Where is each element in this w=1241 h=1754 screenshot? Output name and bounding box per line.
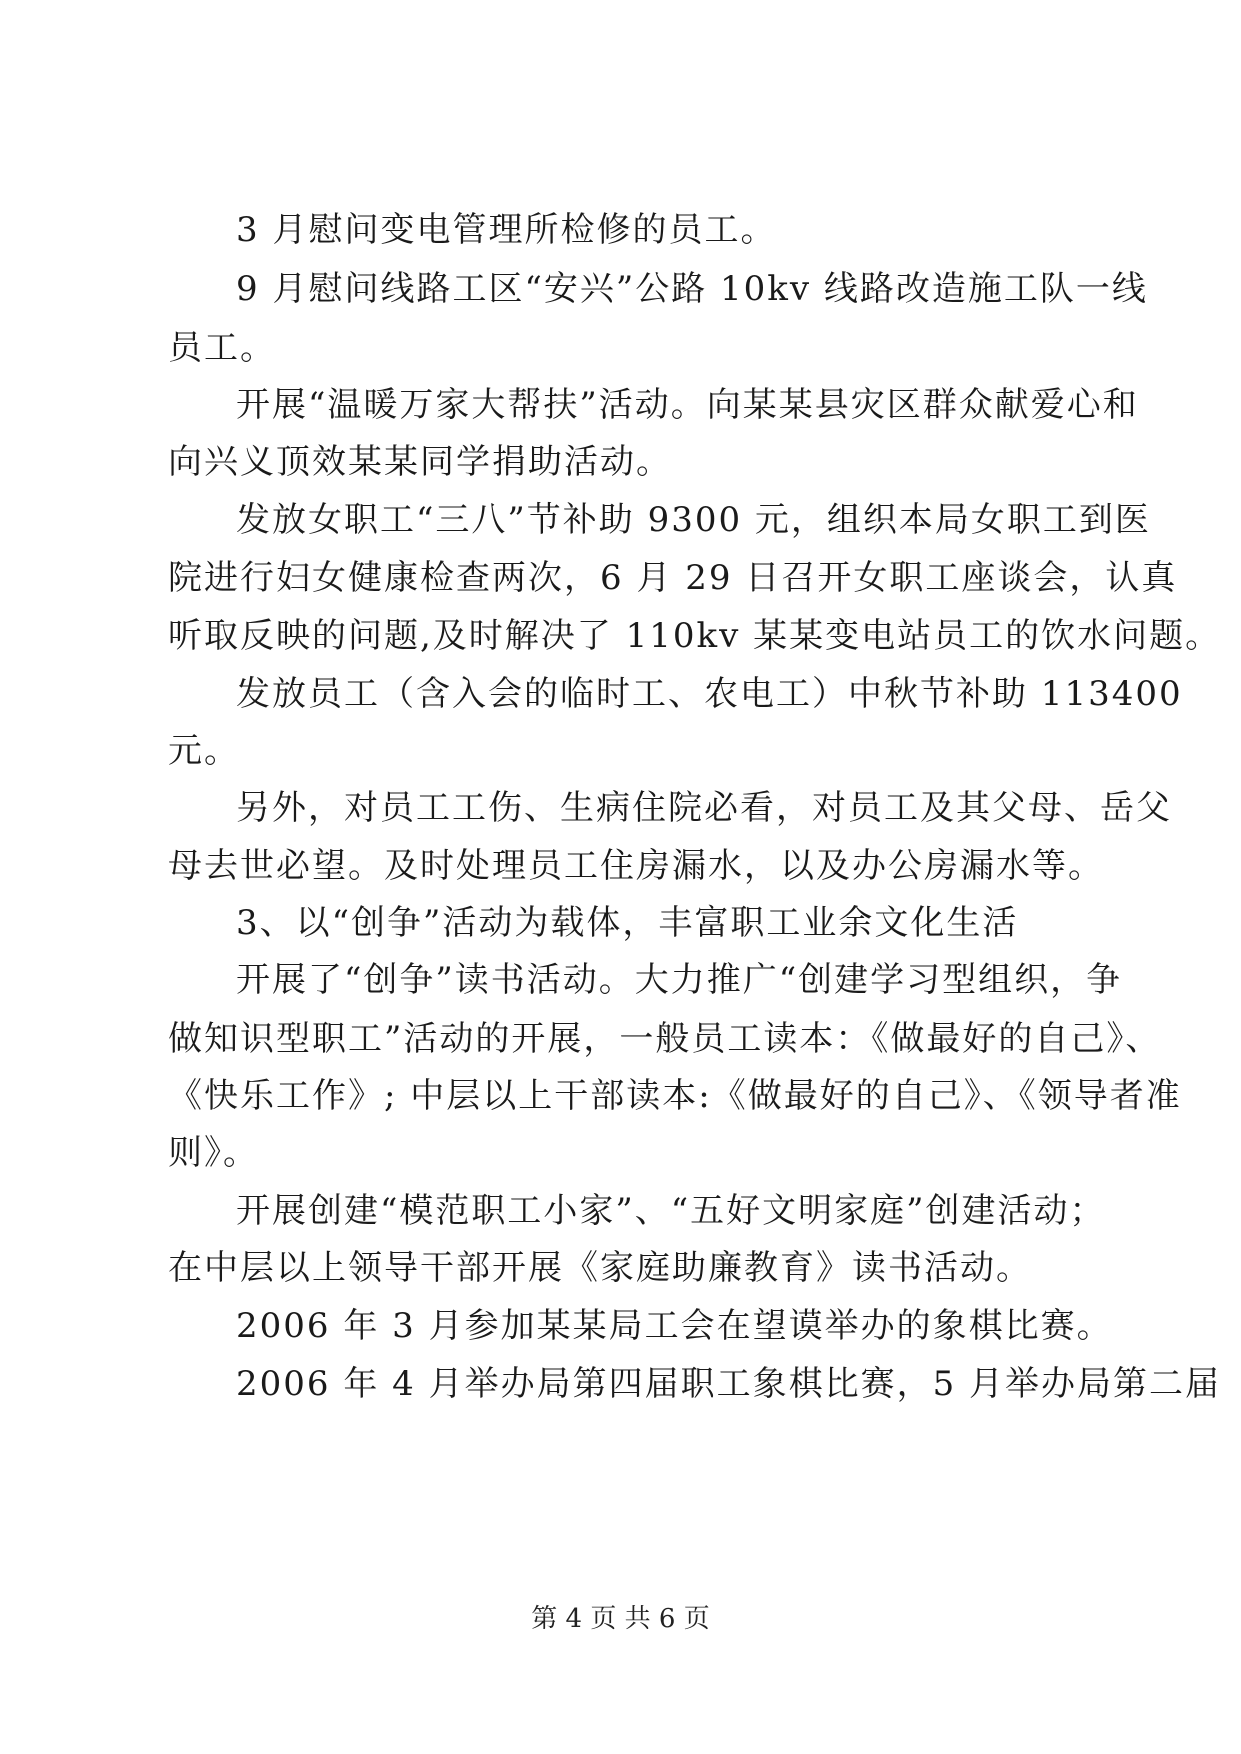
paragraph-line: 元。: [168, 731, 240, 771]
paragraph-line: 开展了“创争”读书活动。大力推广“创建学习型组织，争: [236, 960, 1123, 1000]
page-number-footer: 第 4 页 共 6 页: [531, 1604, 710, 1634]
paragraph-line: 开展“温暖万家大帮扶”活动。向某某县灾区群众献爱心和: [236, 385, 1139, 425]
paragraph-line: 另外，对员工工伤、生病住院必看，对员工及其父母、岳父: [236, 788, 1172, 828]
paragraph-line: 《快乐工作》; 中层以上干部读本:《做最好的自己》、《领导者准: [168, 1076, 1182, 1116]
paragraph-line: 3 月慰问变电管理所检修的员工。: [236, 210, 777, 250]
paragraph-line: 发放员工（含入会的临时工、农电工）中秋节补助 113400: [236, 674, 1183, 714]
paragraph-line: 2006 年 3 月参加某某局工会在望谟举办的象棋比赛。: [236, 1306, 1113, 1346]
paragraph-line: 向兴义顶效某某同学捐助活动。: [168, 442, 672, 482]
paragraph-line: 则》。: [168, 1133, 259, 1173]
paragraph-line: 开展创建“模范职工小家”、“五好文明家庭”创建活动；: [236, 1191, 1106, 1231]
paragraph-line: 院进行妇女健康检查两次，6 月 29 日召开女职工座谈会，认真: [168, 558, 1178, 598]
paragraph-line: 2006 年 4 月举办局第四届职工象棋比赛，5 月举办局第二届: [236, 1364, 1222, 1404]
paragraph-line: 发放女职工“三八”节补助 9300 元，组织本局女职工到医: [236, 500, 1151, 540]
paragraph-line: 9 月慰问线路工区“安兴”公路 10kv 线路改造施工队一线: [236, 269, 1148, 309]
paragraph-line: 母去世必望。及时处理员工住房漏水，以及办公房漏水等。: [168, 846, 1104, 886]
paragraph-line: 听取反映的问题,及时解决了 110kv 某某变电站员工的饮水问题。: [168, 616, 1222, 656]
section-heading: 3、以“创争”活动为载体，丰富职工业余文化生活: [236, 903, 1019, 943]
paragraph-line: 在中层以上领导干部开展《家庭助廉教育》读书活动。: [168, 1248, 1032, 1288]
paragraph-line: 做知识型职工”活动的开展，一般员工读本：《做最好的自己》、: [168, 1019, 1162, 1059]
paragraph-line: 员工。: [168, 328, 276, 368]
